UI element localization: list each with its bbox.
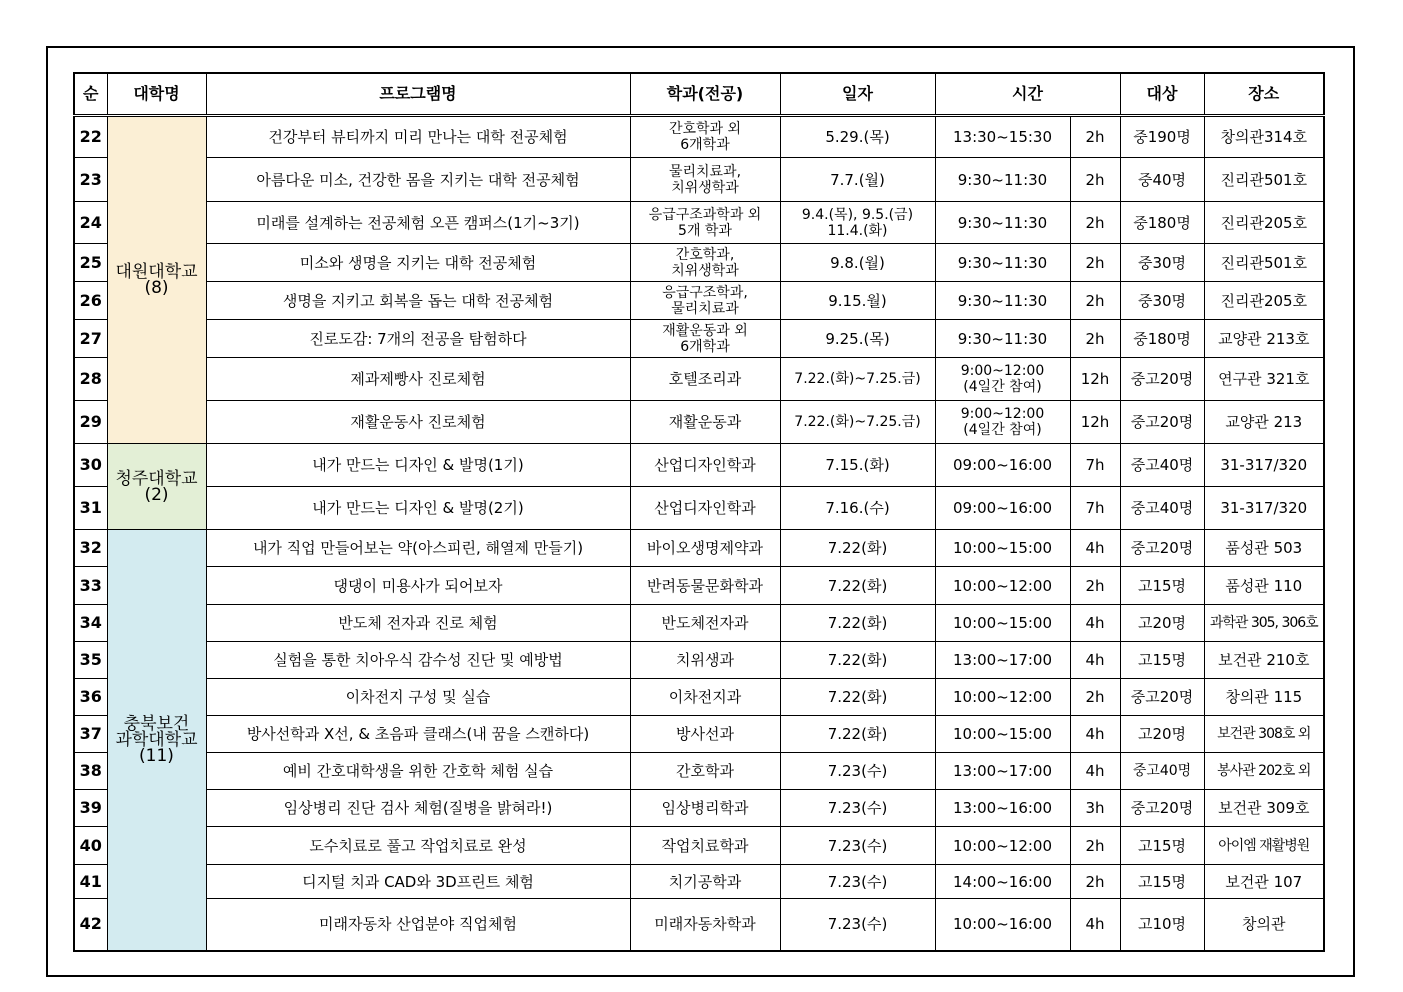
header-university: 대학명 [107,73,206,116]
row-duration: 7h [1070,487,1120,530]
row-time: 9:00~12:00 (4일간 참여) [935,401,1070,444]
row-date: 7.23(수) [780,865,935,899]
row-date: 7.23(수) [780,790,935,827]
university-count: (11) [139,745,174,766]
row-date: 9.15.월) [780,282,935,320]
university-name: 대원대학교 [115,262,198,282]
row-time: 09:00~16:00 [935,487,1070,530]
row-time: 10:00~12:00 [935,679,1070,716]
row-time: 13:30~15:30 [935,116,1070,158]
row-date: 7.7.(월) [780,158,935,202]
row-target: 고20명 [1120,716,1204,753]
row-no: 38 [74,753,107,790]
row-date: 7.22(화) [780,716,935,753]
table-header-row [74,73,1324,116]
row-duration: 4h [1070,716,1120,753]
row-no: 40 [74,827,107,865]
row-program: 내가 만드는 디자인 & 발명(2기) [206,487,630,530]
table-row [74,753,1324,790]
header-program: 프로그램명 [206,73,630,116]
header-place: 장소 [1204,73,1324,116]
row-program: 실험을 통한 치아우식 감수성 진단 및 예방법 [206,642,630,679]
row-dept: 치위생과 [630,642,780,679]
row-place: 아이엠 재활병원 [1204,827,1324,865]
row-program: 반도체 전자과 진로 체험 [206,605,630,642]
university-cell-cheongju [107,444,206,530]
row-dept: 방사선과 [630,716,780,753]
table-row [74,244,1324,282]
row-program: 건강부터 뷰티까지 미리 만나는 대학 전공체험 [206,116,630,158]
university-cell-chungbuk-health [107,530,206,951]
row-no: 33 [74,567,107,605]
row-program: 임상병리 진단 검사 체험(질병을 밝혀라!) [206,790,630,827]
university-name: 청주대학교 [115,468,198,489]
row-dept: 반도체전자과 [630,605,780,642]
row-no: 39 [74,790,107,827]
row-dept: 치기공학과 [630,865,780,899]
row-duration: 2h [1070,282,1120,320]
row-no: 31 [74,487,107,530]
row-no: 32 [74,530,107,567]
row-duration: 2h [1070,827,1120,865]
row-target: 고15명 [1120,642,1204,679]
table-row [74,358,1324,401]
row-duration: 2h [1070,320,1120,358]
table-row [74,401,1324,444]
row-target: 고10명 [1120,899,1204,951]
row-program: 생명을 지키고 회복을 돕는 대학 전공체험 [206,282,630,320]
row-target: 중180명 [1120,202,1204,244]
row-place: 보건관 210호 [1204,642,1324,679]
row-no: 22 [74,116,107,158]
row-place: 교양관 213 [1204,401,1324,444]
row-duration: 2h [1070,116,1120,158]
row-duration: 7h [1070,444,1120,487]
row-duration: 4h [1070,642,1120,679]
row-no: 27 [74,320,107,358]
row-time: 14:00~16:00 [935,865,1070,899]
program-schedule-table [73,72,1325,952]
row-place: 31-317/320 [1204,487,1324,530]
table-row [74,827,1324,865]
row-dept: 간호학과, 치위생학과 [630,244,780,282]
row-place: 진리관501호 [1204,244,1324,282]
row-dept: 호텔조리과 [630,358,780,401]
row-dept: 산업디자인학과 [630,487,780,530]
row-target: 중40명 [1120,158,1204,202]
row-no: 41 [74,865,107,899]
row-dept: 바이오생명제약과 [630,530,780,567]
row-time: 10:00~15:00 [935,716,1070,753]
row-target: 고15명 [1120,827,1204,865]
row-place: 교양관 213호 [1204,320,1324,358]
row-target: 중고20명 [1120,530,1204,567]
table-row [74,530,1324,567]
row-place: 보건관 107 [1204,865,1324,899]
row-place: 품성관 110 [1204,567,1324,605]
row-date: 9.4.(목), 9.5.(금) 11.4.(화) [780,202,935,244]
table-row [74,865,1324,899]
row-time: 10:00~12:00 [935,827,1070,865]
row-dept: 산업디자인학과 [630,444,780,487]
table-row [74,790,1324,827]
row-duration: 4h [1070,530,1120,567]
table-row [74,158,1324,202]
row-time: 9:00~12:00 (4일간 참여) [935,358,1070,401]
row-dept: 응급구조과학과 외 5개 학과 [630,202,780,244]
row-time: 10:00~16:00 [935,899,1070,951]
row-place: 품성관 503 [1204,530,1324,567]
row-date: 7.16.(수) [780,487,935,530]
row-no: 34 [74,605,107,642]
row-time: 13:00~17:00 [935,642,1070,679]
row-place: 보건관 309호 [1204,790,1324,827]
header-no: 순 [74,73,107,116]
row-program: 미래자동차 산업분야 직업체험 [206,899,630,951]
table-row [74,899,1324,951]
row-place: 창의관 115 [1204,679,1324,716]
row-dept: 응급구조학과, 물리치료과 [630,282,780,320]
table-row [74,567,1324,605]
row-date: 7.22(화) [780,530,935,567]
header-date: 일자 [780,73,935,116]
row-dept: 임상병리학과 [630,790,780,827]
university-count: (2) [144,484,169,505]
row-place: 진리관205호 [1204,282,1324,320]
table-row [74,642,1324,679]
row-program: 디지털 치과 CAD와 3D프린트 체험 [206,865,630,899]
row-duration: 2h [1070,865,1120,899]
row-time: 9:30~11:30 [935,282,1070,320]
row-place: 진리관501호 [1204,158,1324,202]
row-duration: 2h [1070,158,1120,202]
row-date: 9.25.(목) [780,320,935,358]
row-place: 31-317/320 [1204,444,1324,487]
row-date: 9.8.(월) [780,244,935,282]
row-time: 13:00~17:00 [935,753,1070,790]
row-duration: 3h [1070,790,1120,827]
row-date: 7.15.(화) [780,444,935,487]
table-row [74,282,1324,320]
row-duration: 12h [1070,401,1120,444]
row-program: 내가 만드는 디자인 & 발명(1기) [206,444,630,487]
row-no: 28 [74,358,107,401]
row-place: 창의관314호 [1204,116,1324,158]
row-time: 9:30~11:30 [935,202,1070,244]
header-target: 대상 [1120,73,1204,116]
row-program: 도수치료로 풀고 작업치료로 완성 [206,827,630,865]
row-time: 10:00~12:00 [935,567,1070,605]
row-dept: 작업치료학과 [630,827,780,865]
row-no: 37 [74,716,107,753]
row-target: 중고40명 [1120,753,1204,790]
row-program: 방사선학과 X선, & 초음파 클래스(내 꿈을 스캔하다) [206,716,630,753]
row-no: 42 [74,899,107,951]
row-program: 아름다운 미소, 건강한 몸을 지키는 대학 전공체험 [206,158,630,202]
row-program: 댕댕이 미용사가 되어보자 [206,567,630,605]
row-duration: 4h [1070,899,1120,951]
university-name: 충북보건 [123,713,190,734]
table-row [74,716,1324,753]
row-duration: 2h [1070,679,1120,716]
row-target: 고20명 [1120,605,1204,642]
row-place: 과학관 305, 306호 [1204,605,1324,642]
row-no: 29 [74,401,107,444]
row-date: 7.22(화) [780,679,935,716]
row-program: 이차전지 구성 및 실습 [206,679,630,716]
university-count: (8) [144,278,169,298]
table-row [74,605,1324,642]
row-no: 25 [74,244,107,282]
university-cell-daewon [107,116,206,444]
row-place: 진리관205호 [1204,202,1324,244]
row-duration: 2h [1070,244,1120,282]
row-program: 미소와 생명을 지키는 대학 전공체험 [206,244,630,282]
row-program: 진로도감: 7개의 전공을 탐험하다 [206,320,630,358]
row-place: 봉사관 202호 외 [1204,753,1324,790]
row-target: 중30명 [1120,282,1204,320]
university-name-line2: 과학대학교 [115,729,198,750]
table-row [74,444,1324,487]
row-program: 예비 간호대학생을 위한 간호학 체험 실습 [206,753,630,790]
row-target: 중180명 [1120,320,1204,358]
row-target: 중고20명 [1120,401,1204,444]
table-row [74,320,1324,358]
row-date: 7.23(수) [780,899,935,951]
table-row [74,202,1324,244]
row-time: 10:00~15:00 [935,530,1070,567]
row-no: 35 [74,642,107,679]
row-duration: 2h [1070,202,1120,244]
row-date: 7.23(수) [780,827,935,865]
row-target: 고15명 [1120,567,1204,605]
row-target: 중고20명 [1120,790,1204,827]
row-dept: 반려동물문화학과 [630,567,780,605]
row-program: 미래를 설계하는 전공체험 오픈 캠퍼스(1기~3기) [206,202,630,244]
row-no: 26 [74,282,107,320]
row-time: 13:00~16:00 [935,790,1070,827]
row-dept: 간호학과 [630,753,780,790]
header-dept: 학과(전공) [630,73,780,116]
row-time: 10:00~15:00 [935,605,1070,642]
row-time: 9:30~11:30 [935,158,1070,202]
row-time: 09:00~16:00 [935,444,1070,487]
row-target: 중고40명 [1120,444,1204,487]
row-target: 중고20명 [1120,358,1204,401]
row-date: 7.22.(화)~7.25.금) [780,401,935,444]
row-date: 7.23(수) [780,753,935,790]
row-target: 중고20명 [1120,679,1204,716]
row-dept: 간호학과 외 6개학과 [630,116,780,158]
row-dept: 이차전지과 [630,679,780,716]
row-target: 중30명 [1120,244,1204,282]
row-program: 제과제빵사 진로체험 [206,358,630,401]
header-time: 시간 [935,73,1120,116]
row-place: 연구관 321호 [1204,358,1324,401]
row-dept: 물리치료과, 치위생학과 [630,158,780,202]
row-no: 24 [74,202,107,244]
row-target: 고15명 [1120,865,1204,899]
row-dept: 재활운동과 외 6개학과 [630,320,780,358]
row-target: 중고40명 [1120,487,1204,530]
row-place: 보건관 308호 외 [1204,716,1324,753]
row-no: 36 [74,679,107,716]
table-row [74,487,1324,530]
row-date: 7.22(화) [780,605,935,642]
row-time: 9:30~11:30 [935,320,1070,358]
table-row [74,679,1324,716]
row-program: 재활운동사 진로체험 [206,401,630,444]
table-row [74,116,1324,158]
row-duration: 4h [1070,605,1120,642]
row-duration: 4h [1070,753,1120,790]
row-date: 5.29.(목) [780,116,935,158]
row-dept: 재활운동과 [630,401,780,444]
row-program: 내가 직업 만들어보는 약(아스피린, 해열제 만들기) [206,530,630,567]
row-date: 7.22(화) [780,567,935,605]
row-no: 23 [74,158,107,202]
row-duration: 2h [1070,567,1120,605]
row-place: 창의관 [1204,899,1324,951]
row-date: 7.22(화) [780,642,935,679]
row-duration: 12h [1070,358,1120,401]
row-target: 중190명 [1120,116,1204,158]
row-date: 7.22.(화)~7.25.금) [780,358,935,401]
row-dept: 미래자동차학과 [630,899,780,951]
row-time: 9:30~11:30 [935,244,1070,282]
row-no: 30 [74,444,107,487]
